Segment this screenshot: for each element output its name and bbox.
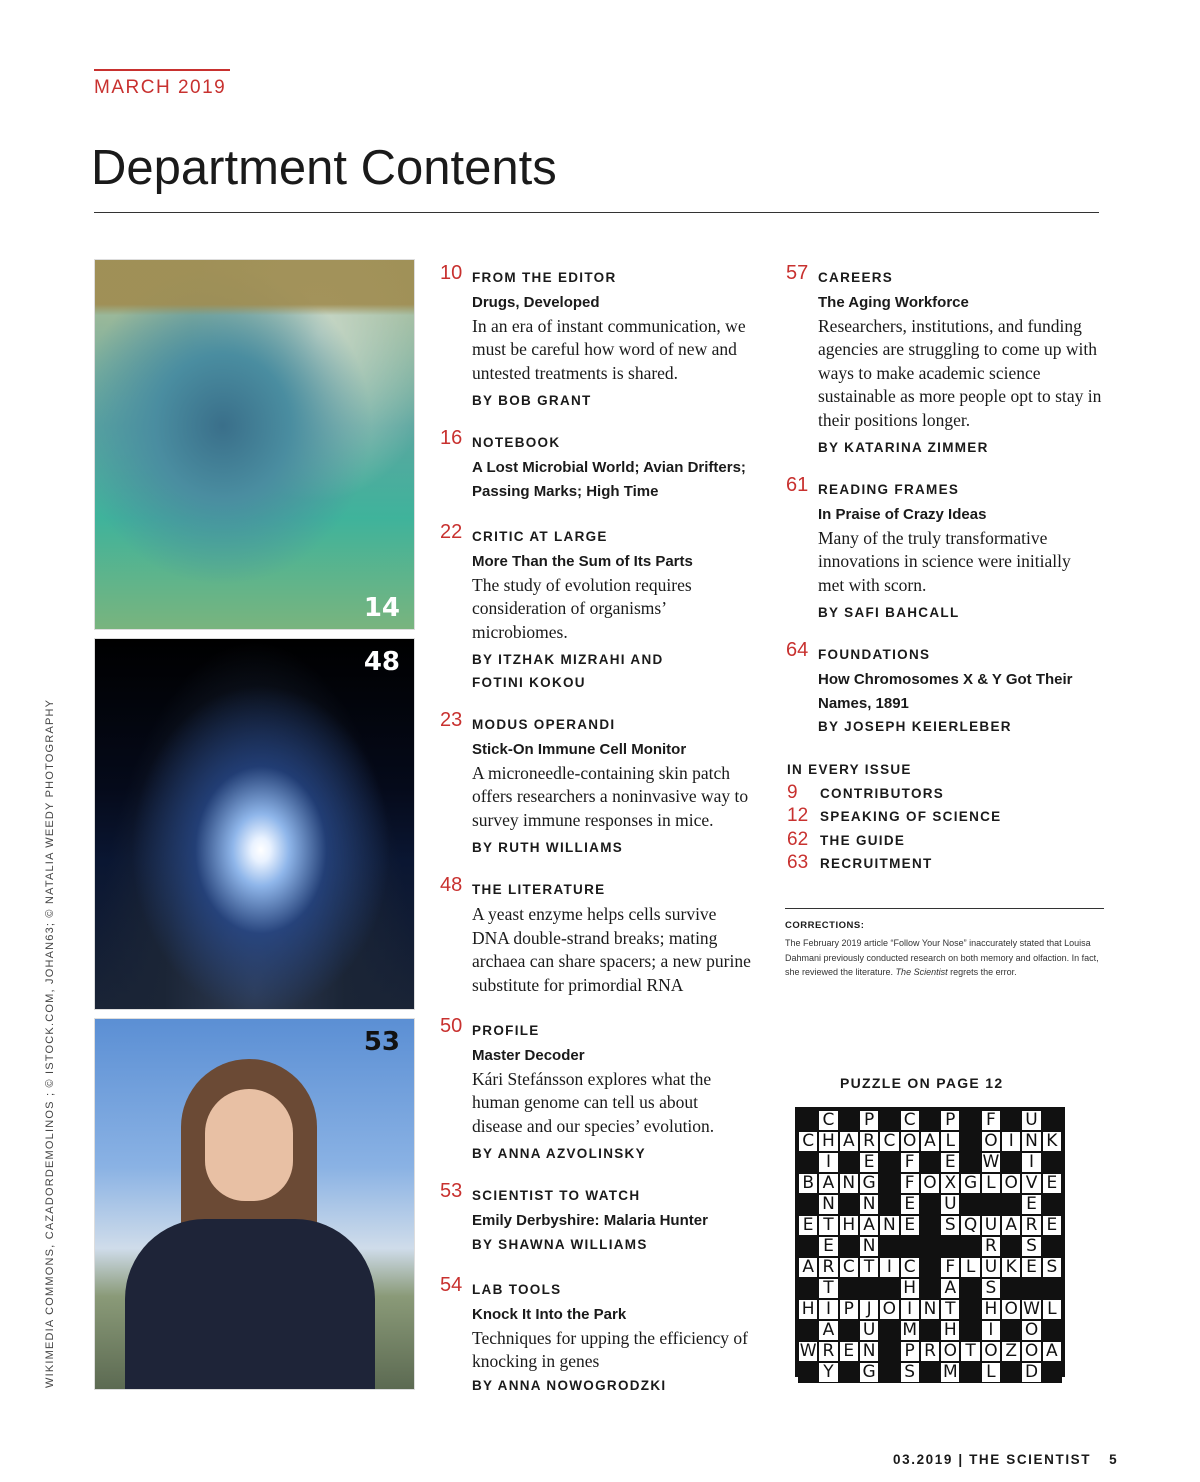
crossword-black-cell bbox=[798, 1194, 818, 1215]
crossword-black-cell bbox=[1042, 1278, 1062, 1299]
entry-section: THE LITERATURE bbox=[472, 882, 606, 897]
crossword-black-cell bbox=[960, 1299, 980, 1320]
crossword-cell[interactable]: I bbox=[1001, 1131, 1021, 1152]
crossword-black-cell bbox=[1042, 1110, 1062, 1131]
crossword-cell[interactable]: O bbox=[981, 1131, 1001, 1152]
entry-section: SCIENTIST TO WATCH bbox=[472, 1188, 641, 1203]
crossword-black-cell bbox=[920, 1194, 940, 1215]
entry-byline: BY SHAWNA WILLIAMS bbox=[472, 1236, 648, 1252]
crossword-cell[interactable]: H bbox=[798, 1299, 818, 1320]
crossword-cell[interactable]: E bbox=[1021, 1194, 1041, 1215]
entry-headline: Knock It Into the Park bbox=[472, 1306, 627, 1323]
crossword-cell[interactable]: A bbox=[1001, 1215, 1021, 1236]
entry-headline: Stick-On Immune Cell Monitor bbox=[472, 741, 687, 758]
crossword-black-cell bbox=[960, 1320, 980, 1341]
entry-section: LAB TOOLS bbox=[472, 1282, 562, 1297]
toc-entry[interactable] bbox=[786, 474, 1111, 624]
crossword-cell[interactable]: U bbox=[859, 1320, 879, 1341]
crossword-cell[interactable]: X bbox=[940, 1173, 960, 1194]
crossword-black-cell bbox=[859, 1278, 879, 1299]
entry-page: 16 bbox=[440, 427, 463, 449]
crossword-cell[interactable]: U bbox=[981, 1215, 1001, 1236]
entry-page: 57 bbox=[786, 262, 809, 284]
crossword-cell[interactable]: R bbox=[981, 1236, 1001, 1257]
crossword-black-cell bbox=[960, 1110, 980, 1131]
crossword-cell[interactable]: A bbox=[940, 1278, 960, 1299]
crossword-cell[interactable]: C bbox=[900, 1110, 920, 1131]
crossword-black-cell bbox=[920, 1215, 940, 1236]
every-issue-page: 12 bbox=[787, 805, 809, 826]
entry-section: CAREERS bbox=[818, 270, 894, 285]
crossword-black-cell bbox=[1042, 1362, 1062, 1383]
crossword-black-cell bbox=[798, 1278, 818, 1299]
crossword-cell[interactable]: P bbox=[900, 1341, 920, 1362]
crossword-cell[interactable]: E bbox=[818, 1236, 838, 1257]
crossword-black-cell bbox=[879, 1110, 899, 1131]
crossword-black-cell bbox=[920, 1320, 940, 1341]
entry-dek: Techniques for upping the efficiency of knocking in genes bbox=[472, 1327, 748, 1371]
crossword-black-cell bbox=[798, 1110, 818, 1131]
crossword-cell[interactable]: N bbox=[818, 1194, 838, 1215]
crossword-black-cell bbox=[879, 1173, 899, 1194]
crossword-cell[interactable]: E bbox=[1042, 1215, 1062, 1236]
crossword-cell[interactable]: N bbox=[859, 1236, 879, 1257]
entry-headline: In Praise of Crazy Ideas bbox=[818, 506, 987, 523]
crossword-black-cell bbox=[960, 1362, 980, 1383]
crossword-black-cell bbox=[798, 1320, 818, 1341]
crossword-black-cell bbox=[920, 1257, 940, 1278]
crossword-cell[interactable]: H bbox=[900, 1278, 920, 1299]
entry-byline: BY RUTH WILLIAMS bbox=[472, 840, 624, 855]
crossword-black-cell bbox=[960, 1194, 980, 1215]
photo-page-number: 14 bbox=[363, 593, 400, 623]
crossword-cell[interactable]: N bbox=[1021, 1131, 1041, 1152]
entry-dek: Kári Stefánsson explores what the human genome can tell us about disease and our species’ evolution. bbox=[472, 1068, 715, 1136]
crossword-cell[interactable]: C bbox=[818, 1110, 838, 1131]
crossword-black-cell bbox=[879, 1194, 899, 1215]
crossword-cell[interactable]: G bbox=[859, 1173, 879, 1194]
crossword-black-cell bbox=[960, 1131, 980, 1152]
crossword-cell[interactable]: T bbox=[818, 1215, 838, 1236]
crossword-cell[interactable]: R bbox=[859, 1131, 879, 1152]
crossword-cell[interactable]: M bbox=[900, 1320, 920, 1341]
toc-entry[interactable] bbox=[440, 709, 765, 859]
entry-headline: The Aging Workforce bbox=[818, 294, 969, 311]
every-issue-title: SPEAKING OF SCIENCE bbox=[820, 809, 1002, 824]
entry-dek: The study of evolution requires consideration of organisms’ microbiomes. bbox=[472, 574, 692, 642]
crossword-black-cell bbox=[879, 1341, 899, 1362]
crossword-cell[interactable]: D bbox=[1021, 1362, 1041, 1383]
crossword-black-cell bbox=[879, 1362, 899, 1383]
entry-byline: BY SAFI BAHCALL bbox=[818, 605, 960, 620]
entry-page: 10 bbox=[440, 262, 463, 284]
entry-page: 22 bbox=[440, 521, 463, 543]
entry-headline: How Chromosomes X & Y Got Their Names, 1891 bbox=[818, 671, 1073, 712]
every-issue-page: 9 bbox=[787, 782, 798, 803]
crossword-cell[interactable]: N bbox=[879, 1215, 899, 1236]
photo-page-number: 53 bbox=[363, 1027, 400, 1057]
portrait-body bbox=[125, 1219, 375, 1390]
crossword-cell[interactable]: O bbox=[879, 1299, 899, 1320]
crossword-cell[interactable]: I bbox=[981, 1320, 1001, 1341]
entry-headline: A Lost Microbial World; Avian Drifters; Passing Marks; High Time bbox=[472, 459, 746, 500]
crossword-cell[interactable]: W bbox=[982, 1152, 1000, 1172]
crossword-cell[interactable]: C bbox=[798, 1131, 818, 1152]
issue-date: MARCH 2019 bbox=[94, 77, 227, 98]
crossword-black-cell bbox=[1001, 1194, 1021, 1215]
crossword-cell[interactable]: A bbox=[839, 1131, 859, 1152]
every-issue-page: 63 bbox=[787, 852, 809, 873]
entry-dek: Many of the truly transformative innovations in science were initially met with scorn. bbox=[818, 527, 1071, 595]
photo-page-number: 48 bbox=[363, 647, 400, 677]
crossword-cell[interactable]: A bbox=[818, 1173, 838, 1194]
crossword-cell[interactable]: A bbox=[920, 1131, 940, 1152]
crossword-cell[interactable]: L bbox=[981, 1362, 1001, 1383]
crossword-cell[interactable]: U bbox=[940, 1194, 960, 1215]
crossword-black-cell bbox=[1001, 1362, 1021, 1383]
photo-scientist-portrait[interactable] bbox=[94, 1018, 415, 1390]
entry-dek: Researchers, institutions, and funding agencies are struggling to come up with ways to make academic science sustainable as more people opt to stay in their positions longer. bbox=[818, 315, 1102, 430]
crossword-cell[interactable]: I bbox=[1021, 1152, 1041, 1173]
crossword-cell[interactable]: E bbox=[798, 1215, 818, 1236]
crossword-cell[interactable]: O bbox=[1021, 1341, 1041, 1362]
crossword-cell[interactable]: T bbox=[940, 1299, 960, 1320]
corrections-label: CORRECTIONS: bbox=[785, 920, 865, 931]
crossword-cell[interactable]: G bbox=[960, 1173, 980, 1194]
entry-page: 64 bbox=[786, 639, 809, 661]
header-rule bbox=[94, 69, 230, 71]
crossword-cell[interactable]: T bbox=[818, 1278, 838, 1299]
entry-page: 23 bbox=[440, 709, 463, 731]
crossword-cell[interactable]: H bbox=[839, 1215, 859, 1236]
crossword-cell[interactable]: S bbox=[1021, 1236, 1041, 1257]
crossword-cell[interactable]: S bbox=[981, 1278, 1001, 1299]
page-title: Department Contents bbox=[91, 141, 557, 195]
crossword-black-cell bbox=[839, 1320, 859, 1341]
every-issue-title: CONTRIBUTORS bbox=[820, 786, 945, 801]
entry-page: 53 bbox=[440, 1180, 463, 1202]
entry-headline: More Than the Sum of Its Parts bbox=[472, 553, 693, 570]
every-issue-title: RECRUITMENT bbox=[820, 856, 933, 871]
crossword-cell[interactable]: T bbox=[859, 1257, 879, 1278]
footer-text: 03.2019 | THE SCIENTIST bbox=[893, 1452, 1092, 1467]
entry-section: CRITIC AT LARGE bbox=[472, 529, 608, 544]
entry-headline: Drugs, Developed bbox=[472, 294, 600, 311]
title-rule bbox=[94, 212, 1099, 213]
crossword-black-cell bbox=[839, 1362, 859, 1383]
crossword-black-cell bbox=[839, 1152, 859, 1173]
crossword-black-cell bbox=[839, 1278, 859, 1299]
entry-byline: BY ITZHAK MIZRAHI AND FOTINI KOKOU bbox=[472, 652, 664, 690]
crossword-black-cell bbox=[940, 1236, 960, 1257]
crossword-black-cell bbox=[1042, 1236, 1062, 1257]
crossword-cell[interactable]: P bbox=[839, 1299, 859, 1320]
entry-byline: BY KATARINA ZIMMER bbox=[818, 440, 989, 455]
footer-page-number: 5 bbox=[1109, 1452, 1119, 1467]
crossword-black-cell bbox=[1021, 1278, 1041, 1299]
crossword-cell[interactable]: A bbox=[1042, 1341, 1062, 1362]
crossword-cell[interactable]: T bbox=[960, 1341, 980, 1362]
crossword-cell[interactable]: C bbox=[839, 1257, 859, 1278]
crossword-black-cell bbox=[1001, 1320, 1021, 1341]
corrections-text bbox=[785, 936, 1103, 980]
crossword-black-cell bbox=[920, 1236, 940, 1257]
entry-headline: Emily Derbyshire: Malaria Hunter bbox=[472, 1212, 708, 1229]
crossword-cell[interactable]: J bbox=[859, 1299, 879, 1320]
crossword-cell[interactable]: O bbox=[1001, 1173, 1021, 1194]
crossword-cell[interactable]: R bbox=[818, 1341, 838, 1362]
crossword-cell[interactable]: I bbox=[900, 1299, 920, 1320]
crossword-cell[interactable]: B bbox=[798, 1173, 818, 1194]
crossword-cell[interactable]: I bbox=[818, 1299, 838, 1320]
crossword-cell[interactable]: N bbox=[859, 1341, 879, 1362]
photo-hot-spring[interactable] bbox=[94, 259, 415, 630]
crossword-cell[interactable]: F bbox=[900, 1173, 920, 1194]
entry-dek: In an era of instant communication, we must be careful how word of new and untested treatments is shared. bbox=[472, 315, 746, 383]
crossword-cell[interactable]: C bbox=[900, 1257, 920, 1278]
crossword-black-cell bbox=[900, 1236, 920, 1257]
crossword-cell[interactable]: A bbox=[818, 1320, 838, 1341]
crossword-grid[interactable] bbox=[795, 1107, 1065, 1382]
crossword-cell[interactable]: O bbox=[1001, 1299, 1021, 1320]
crossword-cell[interactable]: Q bbox=[960, 1215, 980, 1236]
crossword-black-cell bbox=[839, 1194, 859, 1215]
crossword-cell[interactable]: L bbox=[981, 1173, 1001, 1194]
toc-entry[interactable] bbox=[440, 1015, 765, 1165]
crossword-black-cell bbox=[839, 1236, 859, 1257]
toc-entry[interactable] bbox=[440, 262, 765, 412]
crossword-cell[interactable]: G bbox=[859, 1362, 879, 1383]
crossword-black-cell bbox=[920, 1110, 940, 1131]
crossword-cell[interactable]: O bbox=[1021, 1320, 1041, 1341]
crossword-cell[interactable]: O bbox=[940, 1341, 960, 1362]
crossword-cell[interactable]: Y bbox=[818, 1362, 838, 1383]
crossword-cell[interactable]: F bbox=[981, 1110, 1001, 1131]
crossword-cell[interactable]: K bbox=[1042, 1131, 1062, 1152]
toc-entry[interactable] bbox=[786, 262, 1111, 459]
entry-section: NOTEBOOK bbox=[472, 435, 561, 450]
entry-byline: BY ANNA NOWOGRODZKI bbox=[472, 1377, 667, 1393]
crossword-cell[interactable]: P bbox=[940, 1110, 960, 1131]
toc-entry[interactable] bbox=[440, 521, 765, 694]
crossword-cell[interactable]: F bbox=[940, 1257, 960, 1278]
crossword-cell[interactable]: O bbox=[981, 1341, 1001, 1362]
crossword-black-cell bbox=[1042, 1320, 1062, 1341]
crossword-cell[interactable]: E bbox=[1042, 1173, 1062, 1194]
crossword-black-cell bbox=[920, 1362, 940, 1383]
toc-entry[interactable] bbox=[440, 1274, 765, 1397]
entry-dek: A yeast enzyme helps cells survive DNA double-strand breaks; mating archaea can share spacers; a new purine substitute for primordial RNA bbox=[472, 904, 751, 995]
crossword-cell[interactable]: N bbox=[920, 1299, 940, 1320]
crossword-cell[interactable]: F bbox=[900, 1152, 920, 1173]
crossword-cell[interactable]: R bbox=[1021, 1215, 1041, 1236]
every-issue-page: 62 bbox=[787, 829, 809, 850]
crossword-cell[interactable]: E bbox=[839, 1341, 859, 1362]
crossword-cell[interactable]: L bbox=[960, 1257, 980, 1278]
crossword-cell[interactable]: L bbox=[1042, 1299, 1062, 1320]
crossword-black-cell bbox=[879, 1152, 899, 1173]
crossword-cell[interactable]: R bbox=[818, 1257, 838, 1278]
crossword-black-cell bbox=[1001, 1152, 1021, 1173]
crossword-cell[interactable]: K bbox=[1001, 1257, 1021, 1278]
entry-page: 61 bbox=[786, 474, 809, 496]
entry-section: FROM THE EDITOR bbox=[472, 270, 617, 285]
crossword-black-cell bbox=[1001, 1110, 1021, 1131]
entry-byline: BY ANNA AZVOLINSKY bbox=[472, 1146, 646, 1161]
crossword-cell[interactable]: R bbox=[920, 1341, 940, 1362]
crossword-cell[interactable]: W bbox=[799, 1341, 817, 1361]
crossword-black-cell bbox=[960, 1236, 980, 1257]
crossword-cell[interactable]: A bbox=[798, 1257, 818, 1278]
crossword-cell[interactable]: Z bbox=[1001, 1341, 1021, 1362]
page-footer bbox=[893, 1452, 1118, 1467]
crossword-black-cell bbox=[960, 1278, 980, 1299]
crossword-black-cell bbox=[960, 1152, 980, 1173]
crossword-black-cell bbox=[920, 1278, 940, 1299]
crossword-black-cell bbox=[798, 1236, 818, 1257]
crossword-black-cell bbox=[879, 1278, 899, 1299]
crossword-cell[interactable]: O bbox=[920, 1173, 940, 1194]
crossword-black-cell bbox=[879, 1236, 899, 1257]
crossword-black-cell bbox=[1001, 1278, 1021, 1299]
corrections-publication: The Scientist bbox=[895, 967, 948, 977]
entry-dek: A microneedle-containing skin patch offers researchers a noninvasive way to survey immune responses in mice. bbox=[472, 762, 749, 830]
crossword-black-cell bbox=[1042, 1194, 1062, 1215]
crossword-cell[interactable]: M bbox=[940, 1362, 960, 1383]
every-issue-label: IN EVERY ISSUE bbox=[787, 762, 912, 777]
crossword-cell[interactable]: N bbox=[839, 1173, 859, 1194]
crossword-cell[interactable]: H bbox=[981, 1299, 1001, 1320]
entry-page: 54 bbox=[440, 1274, 463, 1296]
crossword-cell[interactable]: N bbox=[859, 1194, 879, 1215]
corrections-rule bbox=[785, 908, 1104, 909]
crossword-black-cell bbox=[839, 1110, 859, 1131]
entry-section: READING FRAMES bbox=[818, 482, 960, 497]
crossword-cell[interactable]: I bbox=[818, 1152, 838, 1173]
corrections-text-after: regrets the error. bbox=[947, 967, 1017, 977]
toc-entry[interactable] bbox=[786, 639, 1111, 738]
every-issue-title: THE GUIDE bbox=[820, 833, 906, 848]
portrait-face bbox=[205, 1089, 293, 1201]
entry-section: MODUS OPERANDI bbox=[472, 717, 616, 732]
crossword-cell[interactable]: H bbox=[818, 1131, 838, 1152]
entry-section: PROFILE bbox=[472, 1023, 540, 1038]
entry-section: FOUNDATIONS bbox=[818, 647, 931, 662]
crossword-cell[interactable]: S bbox=[1042, 1257, 1062, 1278]
photo-planet-sunrise[interactable] bbox=[94, 638, 415, 1010]
crossword-cell[interactable]: E bbox=[900, 1194, 920, 1215]
crossword-cell[interactable]: E bbox=[900, 1215, 920, 1236]
toc-entry[interactable] bbox=[440, 874, 765, 997]
crossword-black-cell bbox=[798, 1362, 818, 1383]
crossword-cell[interactable]: E bbox=[1021, 1257, 1041, 1278]
crossword-cell[interactable]: E bbox=[859, 1152, 879, 1173]
crossword-black-cell bbox=[879, 1320, 899, 1341]
corrections-text-before: The February 2019 article “Follow Your Nose” inaccurately stated that Louisa Dahmani previously conducted research on both memory and olfaction. In fact, she reviewed the literature. bbox=[785, 938, 1099, 977]
crossword-cell[interactable]: L bbox=[940, 1131, 960, 1152]
crossword-cell[interactable]: H bbox=[940, 1320, 960, 1341]
crossword-black-cell bbox=[1001, 1236, 1021, 1257]
crossword-cell[interactable]: E bbox=[940, 1152, 960, 1173]
crossword-black-cell bbox=[1042, 1152, 1062, 1173]
toc-entry[interactable] bbox=[440, 1180, 765, 1256]
entry-headline: Master Decoder bbox=[472, 1047, 585, 1064]
puzzle-label: PUZZLE ON PAGE 12 bbox=[840, 1075, 1004, 1091]
crossword-cell[interactable]: A bbox=[859, 1215, 879, 1236]
entry-byline: BY JOSEPH KEIERLEBER bbox=[818, 719, 1012, 734]
entry-page: 48 bbox=[440, 874, 463, 896]
crossword-cell[interactable]: U bbox=[1021, 1110, 1041, 1131]
entry-byline: BY BOB GRANT bbox=[472, 393, 592, 408]
crossword-cell[interactable]: S bbox=[900, 1362, 920, 1383]
crossword-cell[interactable]: C bbox=[879, 1131, 899, 1152]
crossword-cell[interactable]: O bbox=[900, 1131, 920, 1152]
crossword-black-cell bbox=[798, 1152, 818, 1173]
crossword-cell[interactable]: S bbox=[940, 1215, 960, 1236]
crossword-cell[interactable]: U bbox=[981, 1257, 1001, 1278]
crossword-cell[interactable]: I bbox=[879, 1257, 899, 1278]
entry-page: 50 bbox=[440, 1015, 463, 1037]
crossword-cell[interactable]: W bbox=[1023, 1299, 1040, 1319]
crossword-cell[interactable]: V bbox=[1021, 1173, 1041, 1194]
toc-entry[interactable] bbox=[440, 427, 765, 503]
crossword-black-cell bbox=[981, 1194, 1001, 1215]
photo-credit: WIKIMEDIA COMMONS, CAZADORDEMOLINOS ; © ISTOCK.COM, JOHAN63; © NATALIA WEEDY PHOTOGRAPHY bbox=[44, 698, 56, 1388]
crossword-cell[interactable]: P bbox=[859, 1110, 879, 1131]
crossword-black-cell bbox=[920, 1152, 940, 1173]
